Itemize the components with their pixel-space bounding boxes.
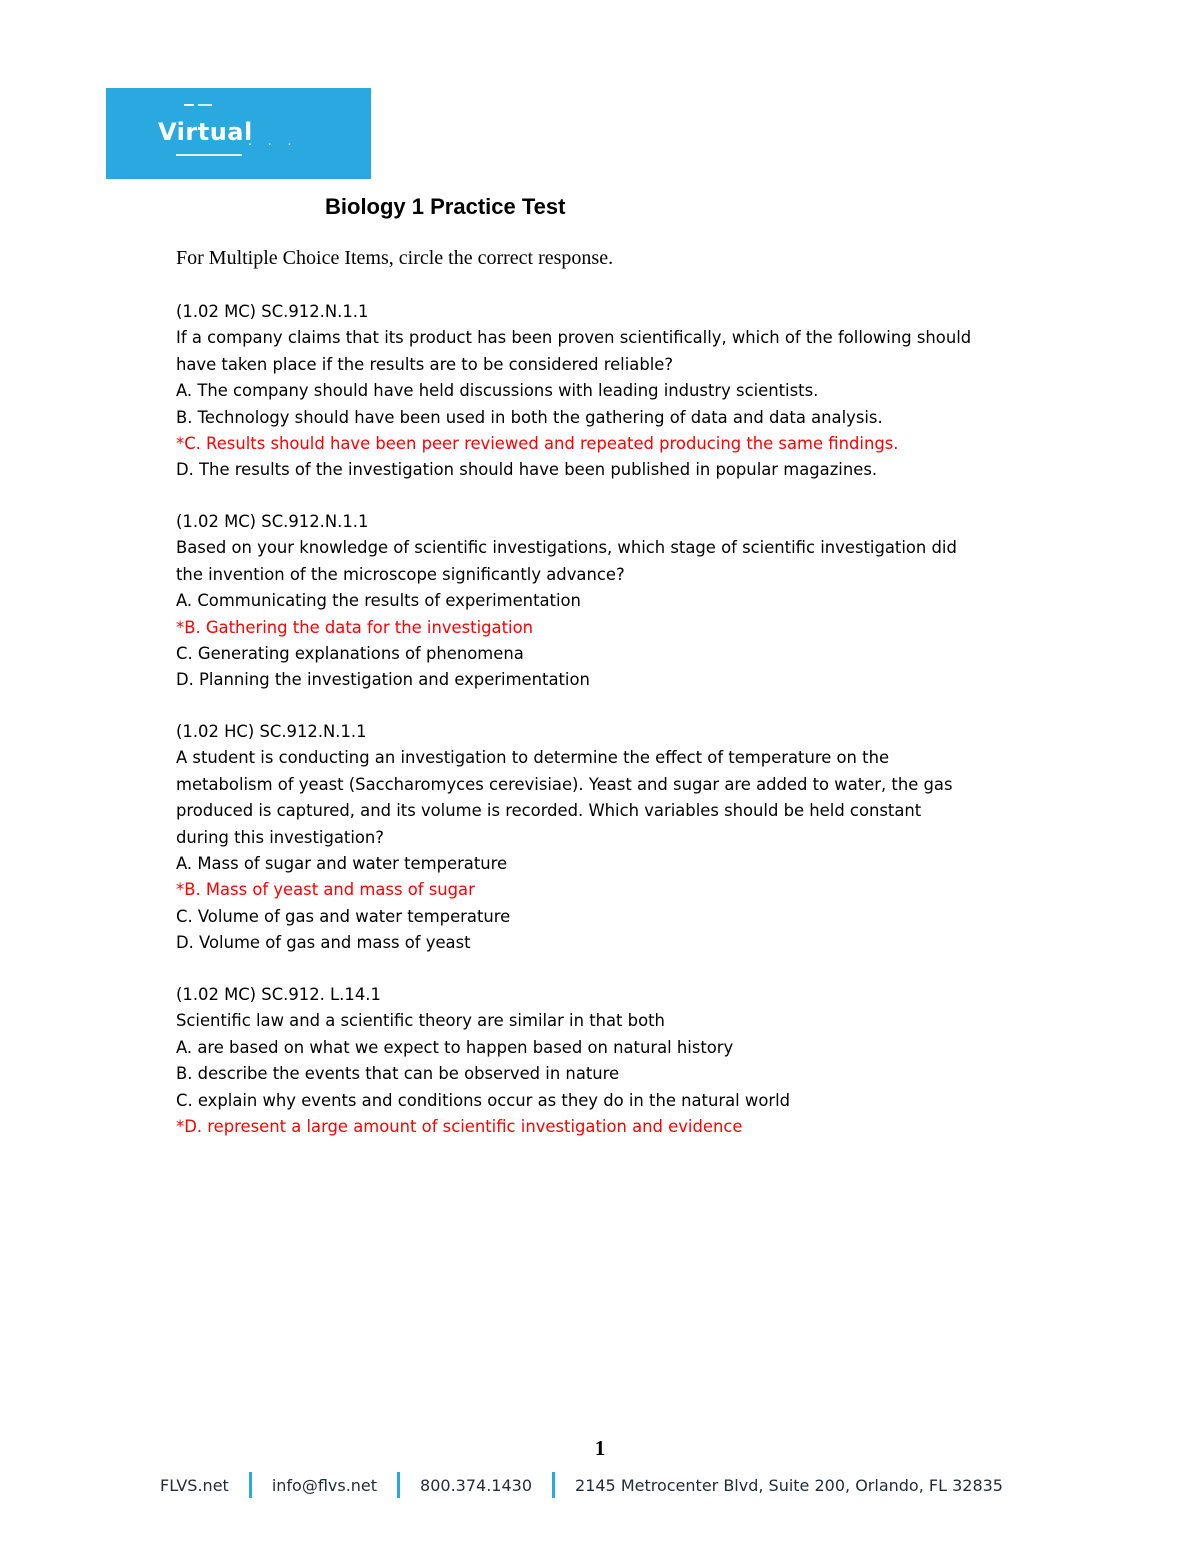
instructions: For Multiple Choice Items, circle the correct response. (176, 247, 614, 269)
answer-option-b: B. describe the events that can be observed in nature (176, 1064, 620, 1084)
question-1 (176, 299, 971, 484)
question-stem-line: have taken place if the results are to be considered reliable? (176, 354, 674, 374)
footer-divider (552, 1472, 555, 1498)
answer-option-a: A. The company should have held discussions with leading industry scientists. (176, 381, 819, 401)
footer-divider (249, 1472, 252, 1498)
footer-website-link[interactable]: FLVS.net (160, 1475, 229, 1495)
question-code: (1.02 MC) SC.912.N.1.1 (176, 302, 369, 321)
question-4 (176, 982, 790, 1140)
question-stem-line: Scientific law and a scientific theory are similar in that both (176, 1011, 665, 1031)
correct-answer-option-d: *D. represent a large amount of scientific investigation and evidence (176, 1117, 743, 1137)
answer-option-c: C. explain why events and conditions occur as they do in the natural world (176, 1090, 791, 1110)
footer-address: 2145 Metrocenter Blvd, Suite 200, Orlando, FL 32835 (575, 1475, 1003, 1495)
correct-answer-option-b: *B. Gathering the data for the investigation (176, 617, 533, 637)
question-stem-line: A student is conducting an investigation to determine the effect of temperature on the (176, 748, 890, 768)
question-stem-line: during this investigation? (176, 827, 384, 847)
answer-option-c: C. Volume of gas and water temperature (176, 906, 511, 926)
page-number: 1 (594, 1436, 606, 1460)
answer-option-b: B. Technology should have been used in both the gathering of data and data analysis. (176, 407, 883, 427)
virtual-logo (106, 88, 371, 179)
logo-word: Virtual (158, 118, 253, 146)
question-3 (176, 719, 953, 957)
question-code: (1.02 MC) SC.912.N.1.1 (176, 512, 369, 531)
footer-phone: 800.374.1430 (420, 1475, 533, 1495)
question-stem-line: produced is captured, and its volume is recorded. Which variables should be held constant (176, 801, 922, 821)
logo-mark-line (198, 104, 212, 106)
answer-option-d: D. Volume of gas and mass of yeast (176, 933, 471, 953)
page-title: Biology 1 Practice Test (325, 194, 566, 219)
footer-divider (397, 1472, 400, 1498)
footer (160, 1470, 1003, 1500)
question-stem-line: the invention of the microscope significantly advance? (176, 564, 625, 584)
answer-option-a: A. Mass of sugar and water temperature (176, 854, 508, 874)
logo-mark-line (184, 104, 194, 106)
question-stem-line: metabolism of yeast (Saccharomyces cerevisiae). Yeast and sugar are added to water, the gas (176, 774, 953, 794)
answer-option-a: A. are based on what we expect to happen based on natural history (176, 1037, 734, 1057)
footer-email-link[interactable]: info@flvs.net (271, 1475, 378, 1495)
answer-option-a: A. Communicating the results of experimentation (176, 591, 581, 611)
answer-option-c: C. Generating explanations of phenomena (176, 644, 524, 664)
answer-option-d: D. Planning the investigation and experimentation (176, 670, 590, 690)
question-stem-line: If a company claims that its product has been proven scientifically, which of the following should (176, 328, 972, 348)
question-code: (1.02 HC) SC.912.N.1.1 (176, 722, 367, 741)
logo-underline (176, 154, 242, 156)
answer-option-d: D. The results of the investigation should have been published in popular magazines. (176, 460, 878, 480)
correct-answer-option-c: *C. Results should have been peer reviewed and repeated producing the same findings. (176, 434, 899, 454)
correct-answer-option-b: *B. Mass of yeast and mass of sugar (176, 880, 475, 900)
question-stem-line: Based on your knowledge of scientific investigations, which stage of scientific investigation did (176, 538, 957, 558)
logo-dots: . . . (248, 132, 298, 148)
question-2 (176, 509, 957, 694)
question-code: (1.02 MC) SC.912. L.14.1 (176, 985, 381, 1004)
